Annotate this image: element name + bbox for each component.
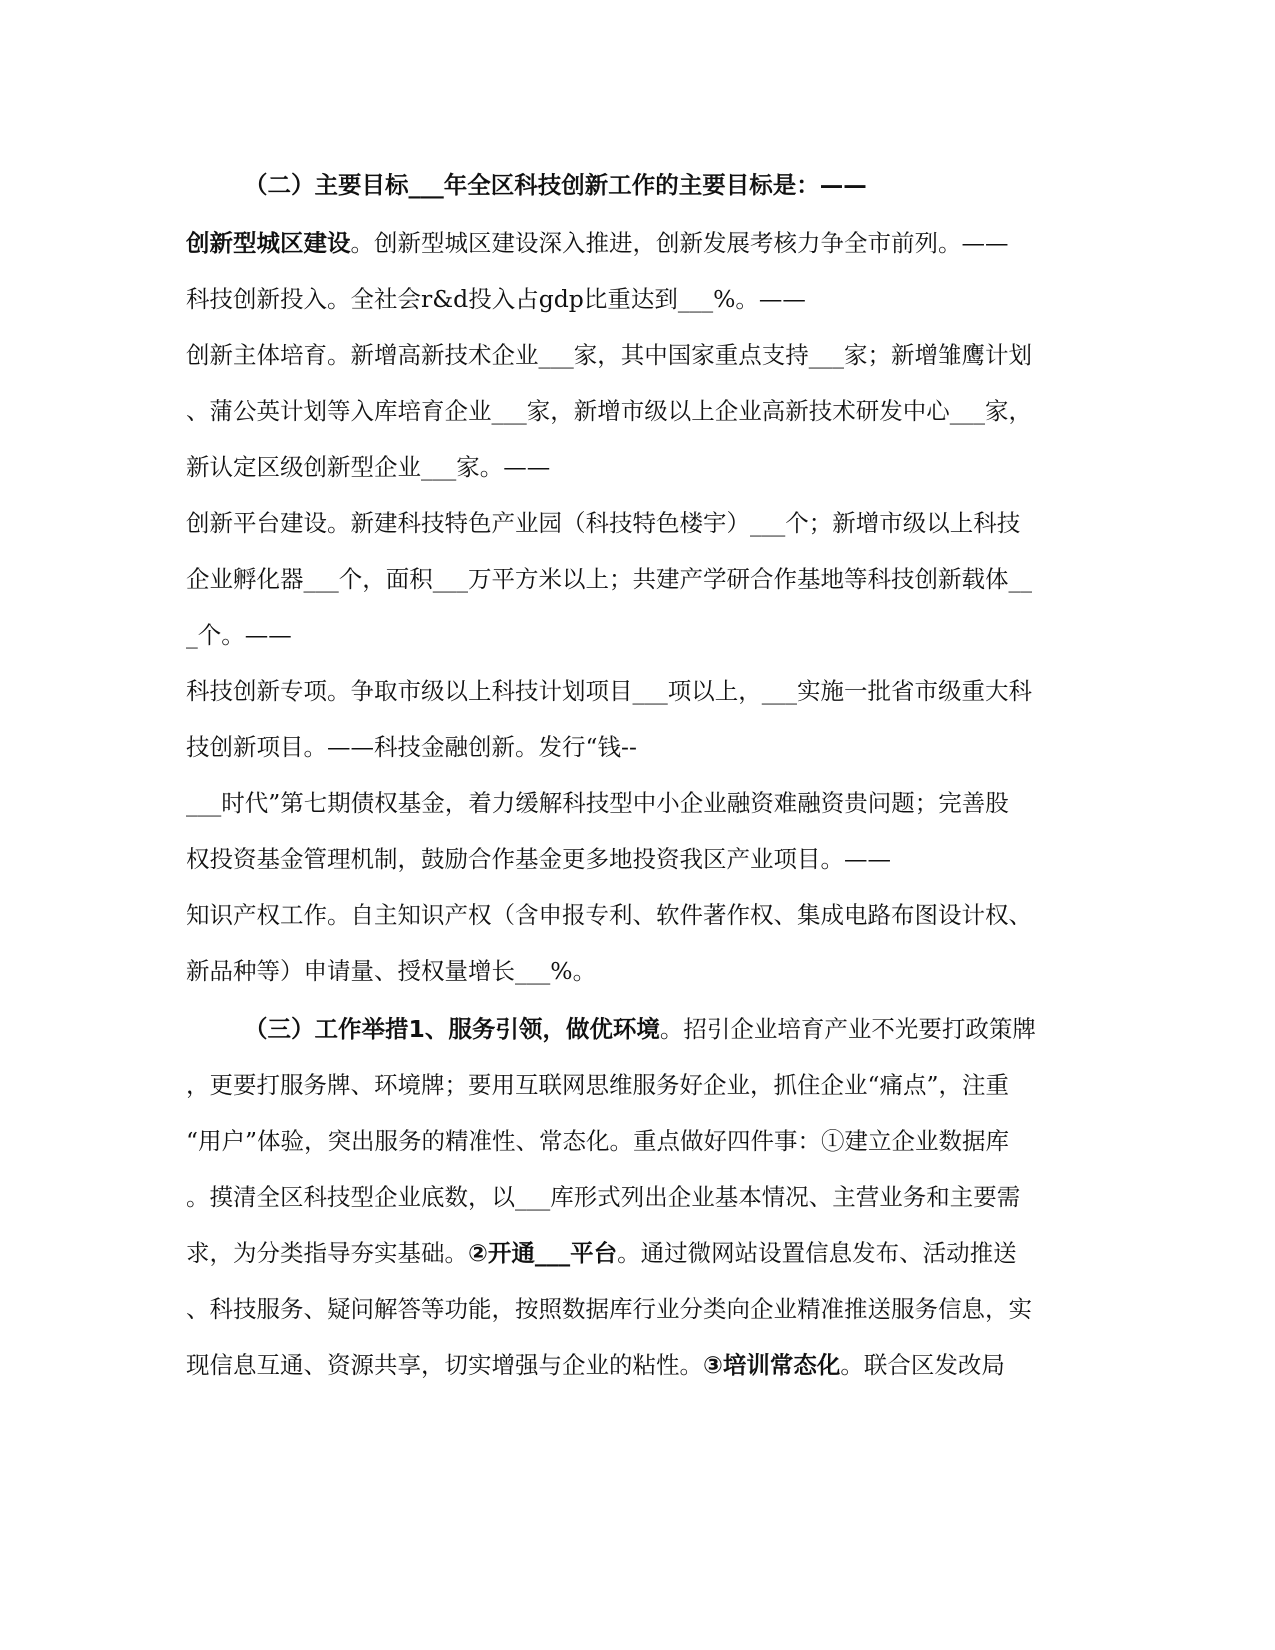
text: 求，为分类指导夯实基础。	[186, 1239, 468, 1267]
paragraph-line	[186, 956, 596, 986]
text: 。招引企业培育产业不光要打政策牌	[659, 1015, 1036, 1043]
paragraph-line	[186, 732, 637, 762]
paragraph-line	[186, 676, 1032, 706]
text: 现信息互通、资源共享，切实增强与企业的粘性。	[186, 1351, 703, 1379]
text: 新品种等）申请量、授权量增长___%。	[186, 957, 597, 985]
text: 知识产权工作。自主知识产权（含申报专利、软件著作权、集成电路布图设计权、	[186, 901, 1032, 929]
paragraph-line	[186, 1350, 1005, 1380]
paragraph-line	[186, 508, 1020, 538]
paragraph-line	[186, 844, 891, 874]
text: ，更要打服务牌、环境牌；要用互联网思维服务好企业，抓住企业“痛点”，注重	[186, 1071, 1010, 1099]
section-heading-main-goals	[244, 170, 867, 200]
bold-text: （三）工作举措1、服务引领，做优环境	[244, 1015, 660, 1043]
text: 创新主体培育。新增高新技术企业___家，其中国家重点支持___家；新增雏鹰计划	[186, 341, 1032, 369]
text: 企业孵化器___个，面积___万平方米以上；共建产学研合作基地等科技创新载体__	[186, 565, 1032, 593]
text: 科技创新专项。争取市级以上科技计划项目___项以上，___实施一批省市级重大科	[186, 677, 1032, 705]
paragraph-line	[186, 452, 550, 482]
paragraph-line	[186, 1126, 1009, 1156]
text: 。摸清全区科技型企业底数，以___库形式列出企业基本情况、主营业务和主要需	[186, 1183, 1021, 1211]
text: 创新平台建设。新建科技特色产业园（科技特色楼宇）___个；新增市级以上科技	[186, 509, 1021, 537]
text: 新认定区级创新型企业___家。——	[186, 453, 551, 481]
text: _个。——	[186, 621, 292, 649]
text: ___时代”第七期债权基金，着力缓解科技型中小企业融资难融资贵问题；完善股	[186, 789, 1009, 817]
paragraph-line	[186, 228, 1009, 258]
paragraph-line	[186, 788, 1009, 818]
text: “用户”体验，突出服务的精准性、常态化。重点做好四件事：①建立企业数据库	[186, 1127, 1010, 1155]
paragraph-line	[186, 564, 1032, 594]
bold-text: ③培训常态化	[703, 1351, 841, 1379]
text: 、科技服务、疑问解答等功能，按照数据库行业分类向企业精准推送服务信息，实	[186, 1295, 1032, 1323]
text: 。通过微网站设置信息发布、活动推送	[617, 1239, 1017, 1267]
paragraph-line	[186, 284, 806, 314]
bold-text: ②开通___平台	[468, 1239, 618, 1267]
paragraph-line	[186, 1070, 1009, 1100]
text: 权投资基金管理机制，鼓励合作基金更多地投资我区产业项目。——	[186, 845, 891, 873]
paragraph-line	[186, 1294, 1032, 1324]
bold-text: 创新型城区建设	[186, 229, 351, 257]
text: 技创新项目。——科技金融创新。发行“钱--	[186, 733, 637, 761]
paragraph-line	[186, 396, 1032, 426]
text: 科技创新投入。全社会r&d投入占gdp比重达到___%。——	[186, 285, 806, 313]
paragraph-line	[186, 340, 1032, 370]
text: 。联合区发改局	[840, 1351, 1005, 1379]
text: 。创新型城区建设深入推进，创新发展考核力争全市前列。——	[350, 229, 1009, 257]
paragraph-line	[186, 900, 1032, 930]
text: 、蒲公英计划等入库培育企业___家，新增市级以上企业高新技术研发中心___家，	[186, 397, 1032, 425]
section-heading-work-measures	[244, 1014, 1036, 1044]
paragraph-line	[186, 620, 292, 650]
bold-text: （二）主要目标___年全区科技创新工作的主要目标是：——	[244, 171, 867, 199]
paragraph-line	[186, 1238, 1017, 1268]
paragraph-line	[186, 1182, 1020, 1212]
